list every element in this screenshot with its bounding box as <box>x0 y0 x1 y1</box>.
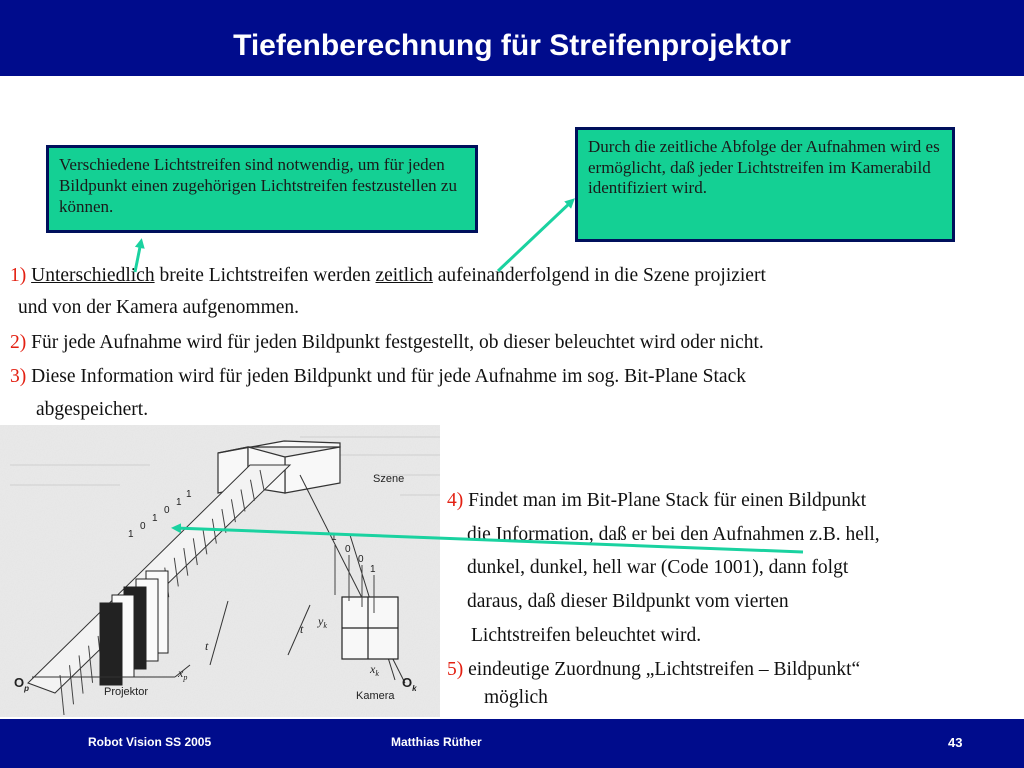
op-label: O <box>14 675 25 690</box>
op-sub: p <box>24 684 30 693</box>
projector-bit: 1 <box>128 529 134 540</box>
footer-course: Robot Vision SS 2005 <box>88 735 212 749</box>
projector-bit: 1 <box>176 497 182 508</box>
point-4-line-1: Findet man im Bit-Plane Stack für einen Bildpunkt <box>463 490 867 511</box>
point-4-number: 4) <box>447 490 464 511</box>
point-1-text-a: breite Lichtstreifen werden <box>154 265 376 286</box>
camera-bit: 1 <box>370 564 376 575</box>
t-label-projector: t <box>205 639 209 653</box>
yk-label: y <box>318 614 324 628</box>
point-5-number: 5) <box>447 659 464 680</box>
projection-diagram <box>0 425 440 718</box>
point-3-continuation: abgespeichert. <box>36 399 149 420</box>
point-5-line-1: eindeutige Zuordnung „Lichtstreifen – Bildpunkt“ <box>463 659 861 680</box>
camera-bit: 1 <box>331 532 337 543</box>
point-3-text: Diese Information wird für jeden Bildpunkt und für jede Aufnahme im sog. Bit-Plane Stack <box>26 366 746 387</box>
yk-sub: k <box>323 621 327 630</box>
xp-label: x <box>178 666 184 680</box>
point-1-word-unterschiedlich: Unterschiedlich <box>31 265 155 286</box>
camera-bit: 0 <box>345 544 351 555</box>
ok-sub: k <box>412 684 417 693</box>
xk-label: x <box>370 662 376 676</box>
point-2-number: 2) <box>10 332 27 353</box>
point-5-line-2: möglich <box>484 687 548 708</box>
point-1-text-b: aufeinanderfolgend in die Szene projiziert <box>432 265 766 286</box>
point-1-word-zeitlich: zeitlich <box>375 265 433 286</box>
projector-bit: 1 <box>152 513 158 524</box>
point-4-line-4: daraus, daß dieser Bildpunkt vom vierten <box>467 591 789 612</box>
projector-bit: 0 <box>164 505 170 516</box>
projector-bit: 1 <box>186 489 192 500</box>
xp-sub: p <box>183 673 188 682</box>
point-3-number: 3) <box>10 366 27 387</box>
camera-bit: 0 <box>358 554 364 565</box>
t-label-camera: t <box>300 622 304 636</box>
xk-sub: k <box>375 669 379 678</box>
point-5 <box>447 658 860 682</box>
point-4-line-5: Lichtstreifen beleuchtet wird. <box>471 625 702 646</box>
header-bar <box>0 0 1024 76</box>
ok-label: O <box>402 675 413 690</box>
callout-right: Durch die zeitliche Abfolge der Aufnahmen wird es ermöglicht, daß jeder Lichtstreifen im Kamerabild identifiziert wird. <box>575 127 955 242</box>
point-2 <box>10 331 764 355</box>
point-1-continuation: und von der Kamera aufgenommen. <box>18 297 300 318</box>
projector-label: Projektor <box>104 686 149 698</box>
projector-bit: 0 <box>140 521 146 532</box>
page-number: 43 <box>948 735 963 750</box>
camera-label: Kamera <box>356 690 395 702</box>
point-4 <box>447 489 866 513</box>
point-3 <box>10 365 746 389</box>
scene-label: Szene <box>373 473 405 485</box>
point-2-text: Für jede Aufnahme wird für jeden Bildpunkt festgestellt, ob dieser beleuchtet wird oder nicht. <box>26 332 764 353</box>
point-1-number: 1) <box>10 265 27 286</box>
footer-author: Matthias Rüther <box>391 735 482 749</box>
point-1 <box>10 264 766 288</box>
camera-image-plane <box>342 597 398 659</box>
callout-left: Verschiedene Lichtstreifen sind notwendig, um für jeden Bildpunkt einen zugehörigen Lichtstreifen festzustellen zu können. <box>46 145 478 233</box>
point-4-line-2: die Information, daß er bei den Aufnahmen z.B. hell, <box>467 524 880 545</box>
slide-title: Tiefenberechnung für Streifenprojektor <box>233 29 791 62</box>
arrow-to-right-callout <box>498 201 572 271</box>
point-4-line-3: dunkel, dunkel, hell war (Code 1001), dann folgt <box>467 557 849 578</box>
footer-bar <box>0 717 1024 768</box>
